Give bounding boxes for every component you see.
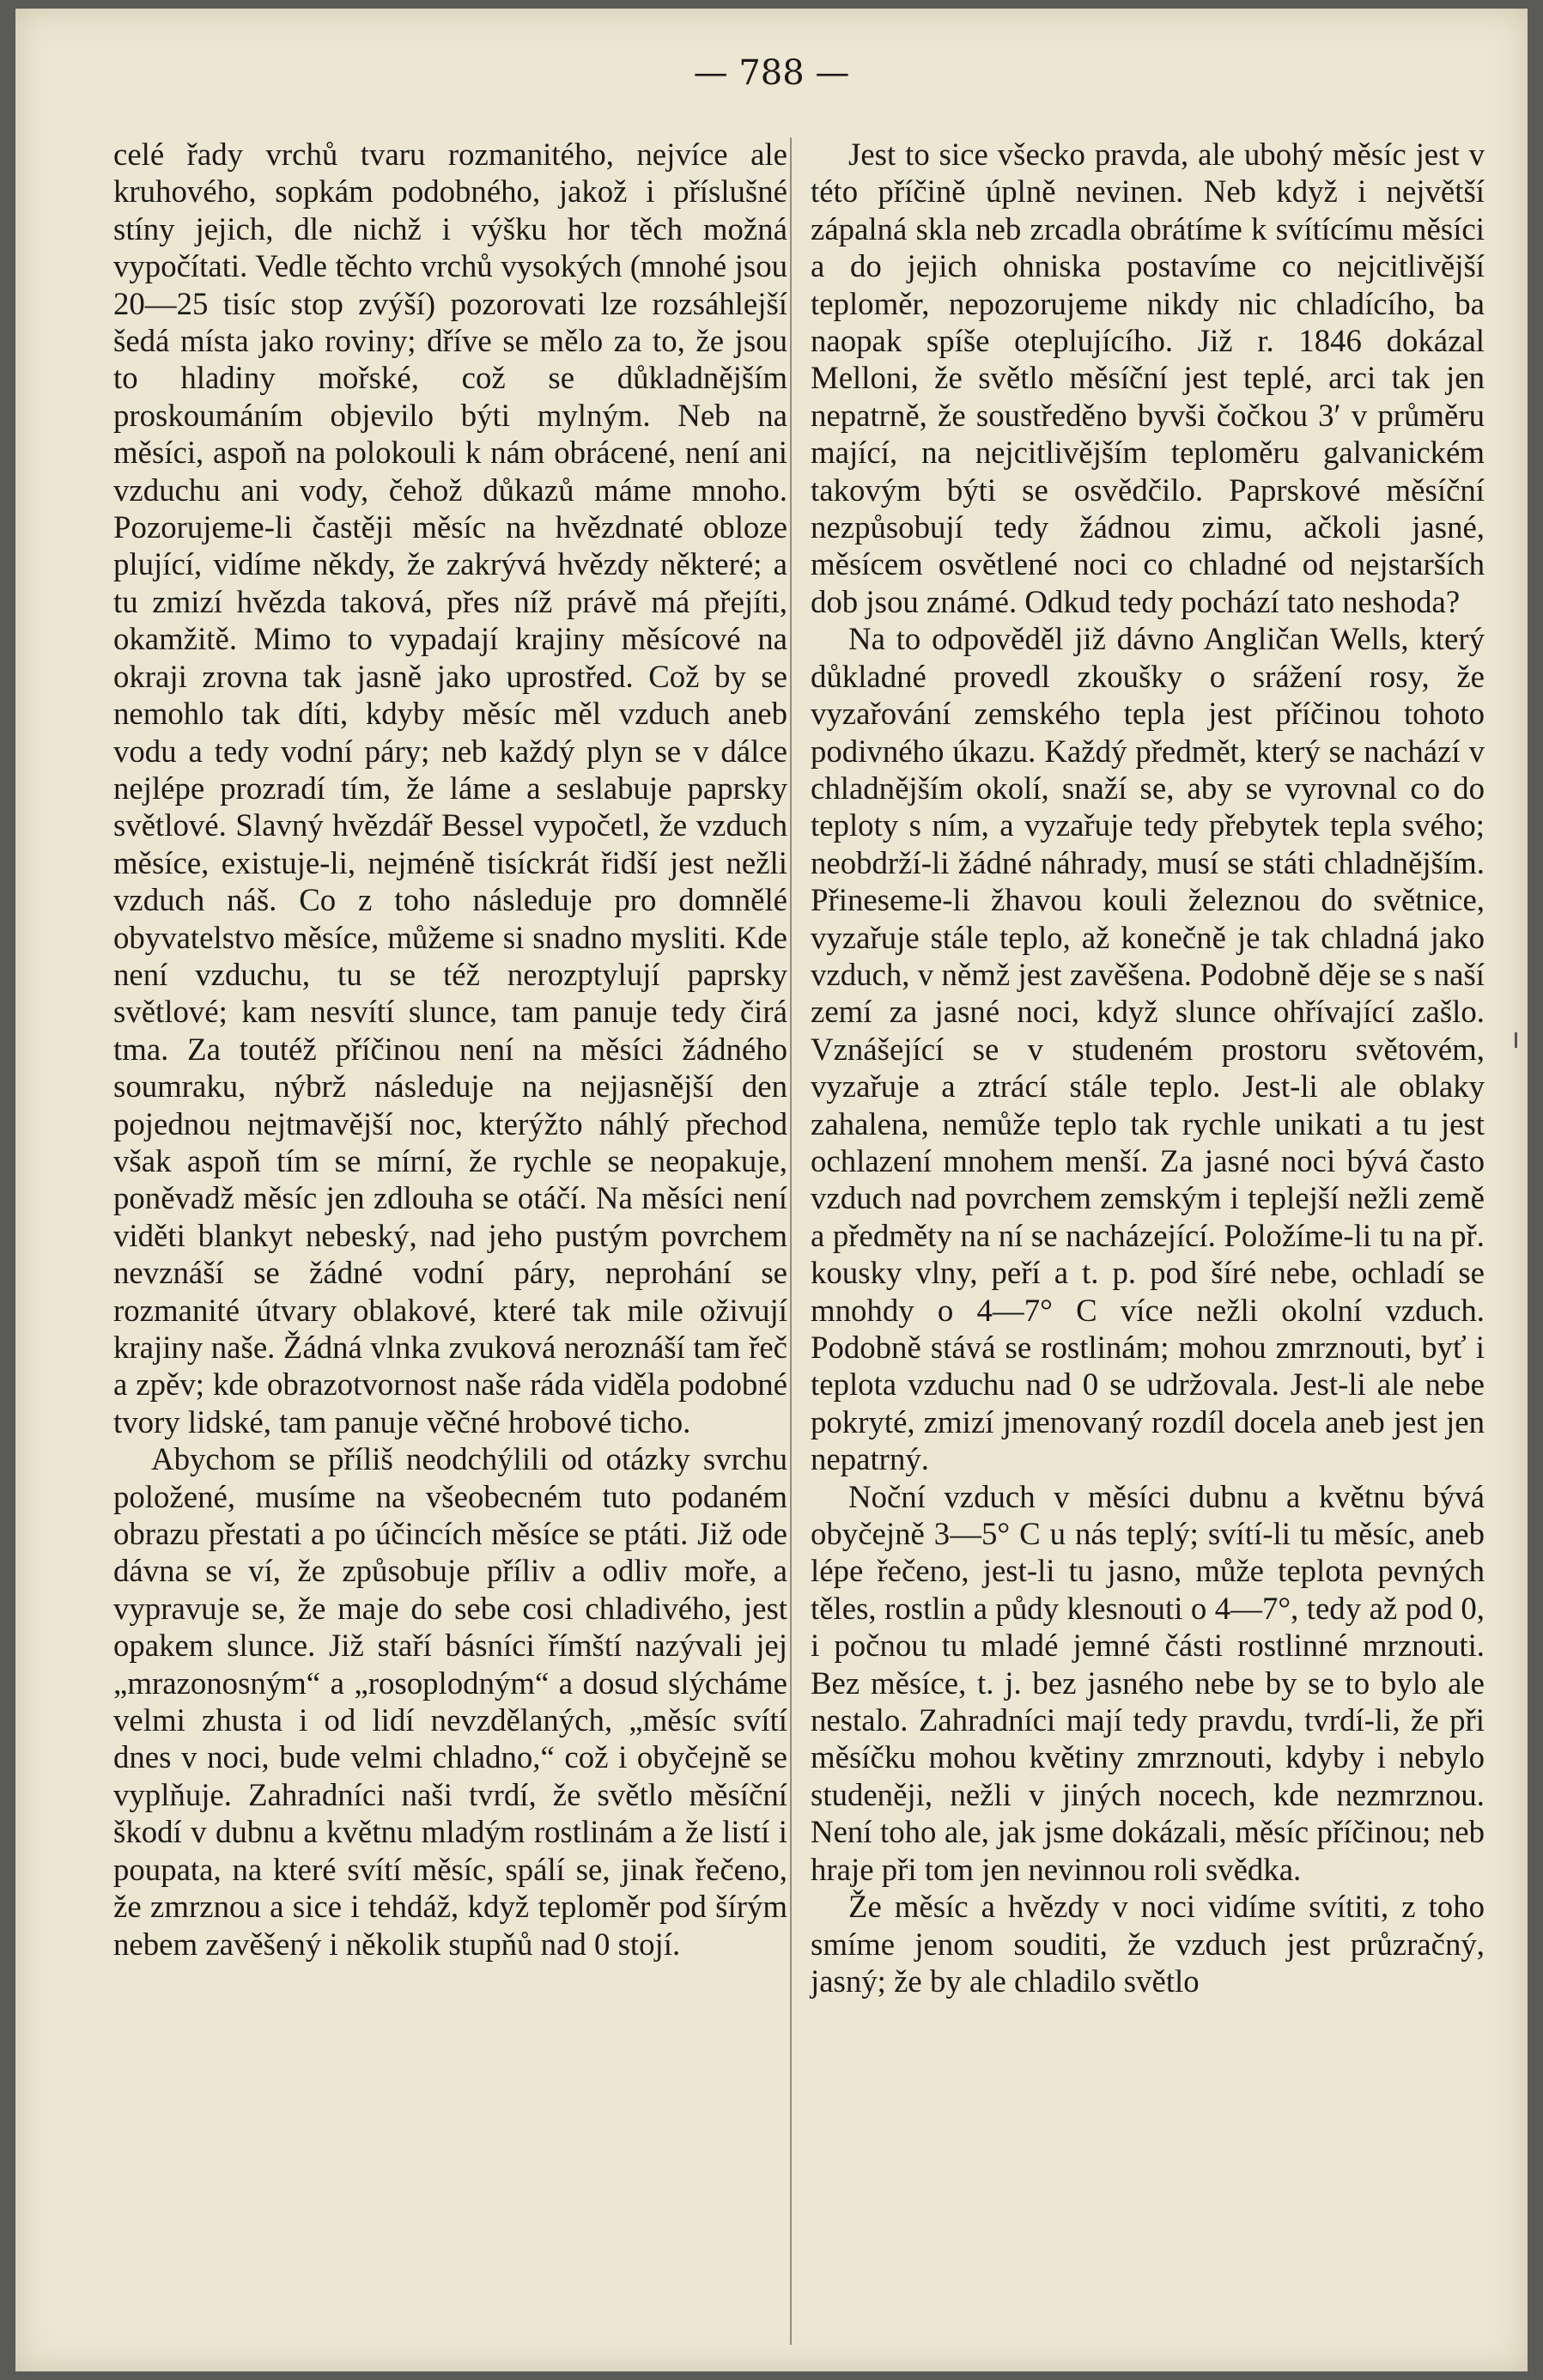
- book-page: [15, 9, 1528, 2371]
- column-divider: [790, 137, 792, 2345]
- right-paragraph-2: Na to odpověděl již dávno Angličan Wells, který důkladné provedl zkoušky o srážení rosy, že vyzařování zemského tepla jest příčinou tohoto podivného úkazu. Každý předmět, který se nachází v chladnějším okolí, snaží se, aby se vyrovnal co do teploty s ním, a vyzařuje tedy přebytek tepla svého; neobdrží-li žádné náhrady, musí se státi chladnějším. Přineseme-li žhavou kouli železnou do světnice, vyzařuje stále teplo, až konečně je tak chladná jako vzduch, v němž jest zavěšena. Podobně děje se s naší zemí za jasné noci, když slunce ohřívající zašlo. Vznášející se v studeném prostoru světovém, vyzařuje a ztrácí stále teplo. Jest-li ale oblaky zahalena, nemůže teplo tak rychle unikati a tu jest ochlazení mnohem menší. Za jasné noci bývá často vzduch nad povrchem zemským i teplejší nežli země a předměty na ní se nacházející. Položíme-li tu na př. kousky vlny, peří a t. p. pod šíré nebe, ochladí se mnohdy o 4—7° C více nežli okolní vzduch. Podobně stává se rostlinám; mohou zmrznouti, byť i teplota vzduchu nad 0 se udržovala. Jest-li ale nebe pokryté, zmizí jmenovaný rozdíl docela aneb jest jen nepatrný.: [811, 621, 1485, 1477]
- right-paragraph-1: Jest to sice všecko pravda, ale ubohý měsíc jest v této příčině úplně nevinen. Neb když i největší zápalná skla neb zrcadla obrátíme k svítícímu měsíci a do jejich ohniska postavíme co nejcitlivější teploměr, nepozorujeme nikdy nic chladícího, ba naopak spíše oteplujícího. Již r. 1846 dokázal Melloni, že světlo měsíční jest teplé, arci tak jen nepatrně, že soustředěno byvši čočkou 3′ v průměru mající, na nejcitlivějším teploměru galvanickém takovým býti se osvědčilo. Paprskové měsíční nezpůsobují tedy žádnou zimu, ačkoli jasné, měsícem osvětlené noci co chladné od nejstarších dob jsou známé. Odkud tedy pochází tato neshoda?: [811, 137, 1485, 619]
- left-paragraph-1: celé řady vrchů tvaru rozmanitého, nejvíce ale kruhového, sopkám podobného, jakož i příslušné stíny jejich, dle nichž i výšku hor těch možná vypočítati. Vedle těchto vrchů vysokých (mnohé jsou 20—25 tisíc stop zvýší) pozorovati lze rozsáhlejší šedá místa jako roviny; dříve se mělo za to, že jsou to hladiny mořské, což se důkladnějším proskoumáním objevilo býti mylným. Neb na měsíci, aspoň na polokouli k nám obrácené, není ani vzduchu ani vody, čehož důkazů máme mnoho. Pozorujeme-li častěji měsíc na hvězdnaté obloze plující, vidíme někdy, že zakrývá hvězdy některé; a tu zmizí hvězda taková, přes níž právě má přejíti, okamžitě. Mimo to vypadají krajiny měsícové na okraji zrovna tak jasně jako uprostřed. Což by se nemohlo tak díti, kdyby měsíc měl vzduch aneb vodu a tedy vodní páry; neb každý plyn se v dálce nejlépe prozradí tím, že láme a seslabuje paprsky světlové. Slavný hvězdář Bessel vypočetl, že vzduch měsíce, existuje-li, nejméně tisíckrát řidší jest nežli vzduch náš. Co z toho následuje pro domnělé obyvatelstvo měsíce, můžeme si snadno mysliti. Kde není vzduchu, tu se též nerozptylují paprsky světlové; kam nesvítí slunce, tam panuje tedy čirá tma. Za toutéž příčinou není na měsíci žádného soumraku, nýbrž následuje na nejjasnější den pojednou nejtmavější noc, kterýžto náhlý přechod však aspoň tím se mírní, že rychle se neopakuje, poněvadž měsíc jen zdlouha se otáčí. Na měsíci není viděti blankyt nebeský, nad jeho pustým povrchem nevznáší se žádné vodní páry, neprohání se rozmanité útvary oblakové, které tak mile oživují krajiny naše. Žádná vlnka zvuková neroznáší tam řeč a zpěv; kde obrazotvornost naše ráda viděla podobné tvory lidské, tam panuje věčné hrobové ticho.: [113, 137, 787, 1440]
- left-column: [113, 136, 787, 1963]
- page-edge-mark: [1515, 1032, 1517, 1048]
- right-column: [811, 136, 1485, 2000]
- page-number: — 788 —: [693, 53, 850, 93]
- right-paragraph-3: Noční vzduch v měsíci dubnu a květnu bývá obyčejně 3—5° C u nás teplý; svítí-li tu měsíc, aneb lépe řečeno, jest-li tu jasno, může teplota pevných těles, rostlin a půdy klesnouti o 4—7°, tedy až pod 0, i počnou tu mladé jemné části rostlinné mrznouti. Bez měsíce, t. j. bez jasného nebe by se to bylo ale nestalo. Zahradníci mají tedy pravdu, tvrdí-li, že při měsíčku mohou květiny zmrznouti, kdyby i nebylo studeněji, nežli v jiných nocech, kde nezmrznou. Není toho ale, jak jsme dokázali, měsíc příčinou; neb hraje při tom jen nevinnou roli svědka.: [811, 1478, 1485, 1887]
- left-paragraph-2: Abychom se příliš neodchýlili od otázky svrchu položené, musíme na všeobecném tuto podaném obrazu přestati a po účincích měsíce se ptáti. Již ode dávna se ví, že způsobuje příliv a odliv moře, a vypravuje se, že maje do sebe cosi chladivého, jest opakem slunce. Již staří básníci římští nazývali jej „mrazonosným“ a „rosoplodným“ a dosud slýcháme velmi zhusta i od lidí nevzdělaných, „měsíc svítí dnes v noci, bude velmi chladno,“ což i obyčejně se vyplňuje. Zahradníci naši tvrdí, že světlo měsíční škodí v dubnu a květnu mladým rostlinám a že listí i poupata, na které svítí měsíc, spálí se, jinak řečeno, že zmrznou a sice i tehdáž, když teploměr pod šírým nebem zavěšený i několik stupňů nad 0 stojí.: [113, 1441, 787, 1962]
- right-paragraph-4: Že měsíc a hvězdy v noci vidíme svítiti, z toho smíme jenom souditi, že vzduch jest průzračný, jasný; že by ale chladilo světlo: [811, 1889, 1485, 1999]
